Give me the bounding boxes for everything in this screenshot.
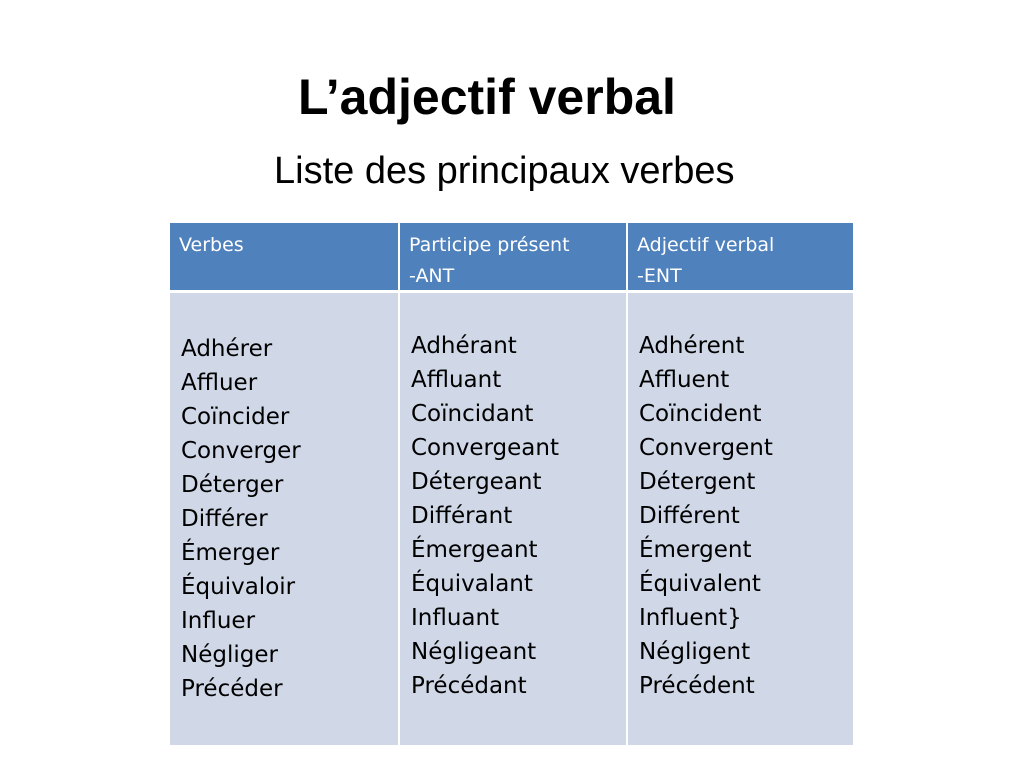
verbe-item: Émerger [181,540,280,566]
adjectif-item: Différent [639,503,740,529]
header-verbes-label: Verbes [179,234,244,256]
participe-item: Affluant [411,367,502,393]
participe-item: Négligeant [411,639,537,665]
header-adjectif-label: Adjectif verbal [637,234,775,256]
verb-table [170,223,853,745]
participe-item: Adhérant [411,333,517,359]
header-adjectif [626,223,853,293]
adjectif-item: Émergent [639,537,752,563]
verbe-item: Adhérer [181,336,273,362]
participe-item: Coïncidant [411,401,534,427]
verbe-item: Négliger [181,642,278,668]
participe-item: Équivalant [411,571,533,597]
adjectif-item: Détergent [639,469,756,495]
verbe-item: Influer [181,608,256,634]
column-adjectifs [626,293,853,745]
verbe-item: Déterger [181,472,284,498]
verbe-item: Différer [181,506,268,532]
verbe-item: Précéder [181,676,283,702]
adjectif-item: Équivalent [639,571,761,597]
slide-subtitle: Liste des principaux verbes [274,150,735,192]
participe-item: Précédant [411,673,527,699]
verbe-item: Converger [181,438,301,464]
column-participes [398,293,626,745]
verbe-item: Affluer [181,370,258,396]
header-participe-suffix: -ANT [409,265,455,287]
adjectif-item: Convergent [639,435,773,461]
header-verbes [170,223,398,293]
header-adjectif-suffix: -ENT [637,265,682,287]
adjectif-item: Influent} [639,605,742,631]
adjectif-item: Précédent [639,673,755,699]
header-participe-label: Participe présent [409,234,570,256]
participe-item: Différant [411,503,513,529]
participe-item: Détergeant [411,469,542,495]
slide-title: L’adjectif verbal [298,69,676,125]
verbe-item: Équivaloir [181,574,296,600]
adjectif-item: Affluent [639,367,730,393]
participe-item: Convergeant [411,435,559,461]
adjectif-item: Adhérent [639,333,745,359]
verbe-item: Coïncider [181,404,290,430]
participe-item: Émergeant [411,537,538,563]
participe-item: Influant [411,605,500,631]
header-participe [398,223,626,293]
column-verbes [170,293,398,745]
adjectif-item: Négligent [639,639,751,665]
adjectif-item: Coïncident [639,401,762,427]
